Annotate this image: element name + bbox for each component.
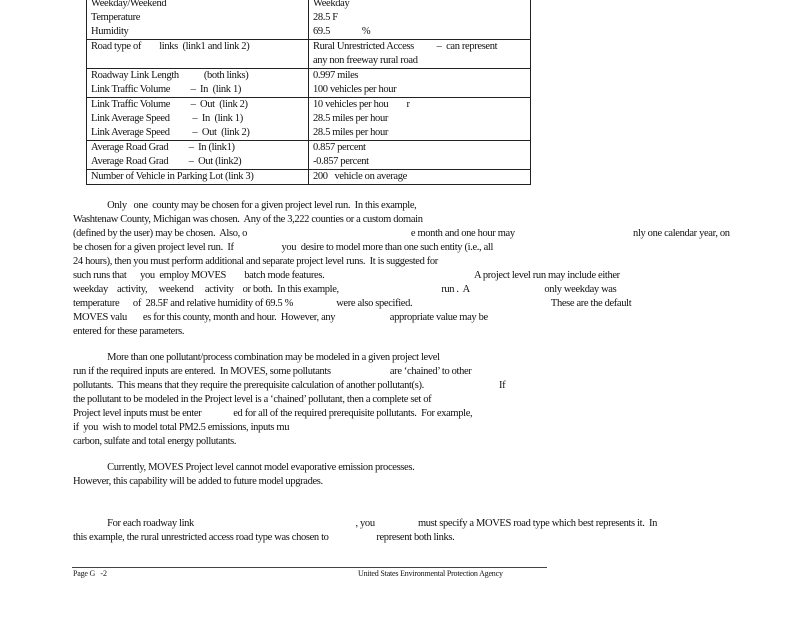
table-row [87, 69, 531, 98]
footer-agency: United States Environmental Protection Agency [358, 569, 503, 578]
text-line: However, this capability will be added to future model upgrades. [73, 476, 323, 487]
parameter-cell [87, 141, 309, 170]
text-line: this example, the rural unrestricted access road type was chosen to represent both links. [73, 532, 455, 543]
parameter-value: any non freeway rural road [313, 55, 418, 66]
footer-divider [72, 567, 547, 568]
parameter-value: Weekday [313, 0, 350, 9]
value-cell [309, 141, 531, 170]
page-number: Page G -2 [73, 569, 107, 578]
value-cell [309, 40, 531, 69]
text-line: be chosen for a given project level run. If you desire to model more than one such entity (i.e., all [73, 242, 494, 253]
parameter-value: 10 vehicles per hou r [313, 99, 410, 110]
text-line: (defined by the user) may be chosen. Also, o e month and one hour may nly one calendar year, on [73, 228, 730, 239]
text-line: Only one county may be chosen for a given project level run. In this example, [73, 200, 417, 211]
text-line: For each roadway link , you must specify a MOVES road type which best represents it. In [73, 518, 658, 529]
parameter-cell [87, 0, 309, 40]
text-line: pollutants. This means that they require the prerequisite calculation of another pollutant(s). If [73, 380, 506, 391]
parameter-value: 28.5 miles per hour [313, 127, 389, 138]
value-cell [309, 69, 531, 98]
text-line: entered for these parameters. [73, 326, 185, 337]
parameter-label [91, 54, 304, 68]
parameter-value: 69.5 % [313, 26, 371, 37]
parameter-cell [87, 98, 309, 141]
parameter-cell [87, 40, 309, 69]
text-line: Currently, MOVES Project level cannot model evaporative emission processes. [73, 462, 415, 473]
parameter-label: Average Road Grad – In (link1) [91, 142, 235, 153]
parameter-value: 100 vehicles per hour [313, 84, 397, 95]
paragraph-road-type [73, 517, 657, 545]
parameter-label: Humidity [91, 26, 129, 37]
parameter-label: Link Average Speed – Out (link 2) [91, 127, 250, 138]
parameter-value: Rural Unrestricted Access – can represent [313, 41, 498, 52]
text-line: More than one pollutant/process combination may be modeled in a given project level [73, 352, 440, 363]
value-cell [309, 170, 531, 185]
table-row [87, 170, 531, 185]
parameter-label: Link Average Speed – In (link 1) [91, 113, 243, 124]
table-row [87, 40, 531, 69]
parameter-value: 28.5 miles per hour [313, 113, 389, 124]
parameter-label: Weekday/Weekend [91, 0, 167, 9]
text-line: the pollutant to be modeled in the Project level is a ‘chained’ pollutant, then a complete set of [73, 394, 432, 405]
parameter-label: Number of Vehicle in Parking Lot (link 3) [91, 171, 254, 182]
text-line: carbon, sulfate and total energy pollutants. [73, 436, 237, 447]
parameter-value: -0.857 percent [313, 156, 369, 167]
parameter-label: Link Traffic Volume – Out (link 2) [91, 99, 248, 110]
text-line: temperature of 28.5F and relative humidity of 69.5 % were also specified. These are the default [73, 298, 632, 309]
paragraph-chained-pollutants [73, 351, 505, 449]
parameter-label: Temperature [91, 12, 141, 23]
text-line: if you wish to model total PM2.5 emissions, inputs mu [73, 422, 290, 433]
paragraph-county-selection [73, 199, 730, 339]
parameter-value: 0.997 miles [313, 70, 359, 81]
parameter-cell [87, 170, 309, 185]
table-row [87, 0, 531, 40]
parameter-label: Road type of links (link1 and link 2) [91, 41, 250, 52]
value-cell [309, 0, 531, 40]
text-line: Project level inputs must be enter ed for all of the required prerequisite pollutants. For example, [73, 408, 473, 419]
parameter-label: Average Road Grad – Out (link2) [91, 156, 242, 167]
text-line: run if the required inputs are entered. In MOVES, some pollutants are ‘chained’ to other [73, 366, 472, 377]
parameter-value: 200 vehicle on average [313, 171, 407, 182]
text-line: 24 hours), then you must perform additional and separate project level runs. It is suggested for [73, 256, 438, 267]
parameter-cell [87, 69, 309, 98]
parameter-value: 28.5 F [313, 12, 338, 23]
table-row [87, 141, 531, 170]
text-line: weekday activity, weekend activity or both. In this example, run . A only weekday was [73, 284, 617, 295]
paragraph-evaporative-emissions [73, 461, 414, 489]
text-line: such runs that you employ MOVES batch mode features. A project level run may include either [73, 270, 620, 281]
table-row [87, 98, 531, 141]
parameter-label: Link Traffic Volume – In (link 1) [91, 84, 242, 95]
value-cell [309, 98, 531, 141]
text-line: MOVES valu es for this county, month and hour. However, any appropriate value may be [73, 312, 488, 323]
parameter-label: Roadway Link Length (both links) [91, 70, 249, 81]
text-line: Washtenaw County, Michigan was chosen. Any of the 3,222 counties or a custom domain [73, 214, 423, 225]
parameter-value: 0.857 percent [313, 142, 366, 153]
input-parameters-table [86, 0, 531, 185]
